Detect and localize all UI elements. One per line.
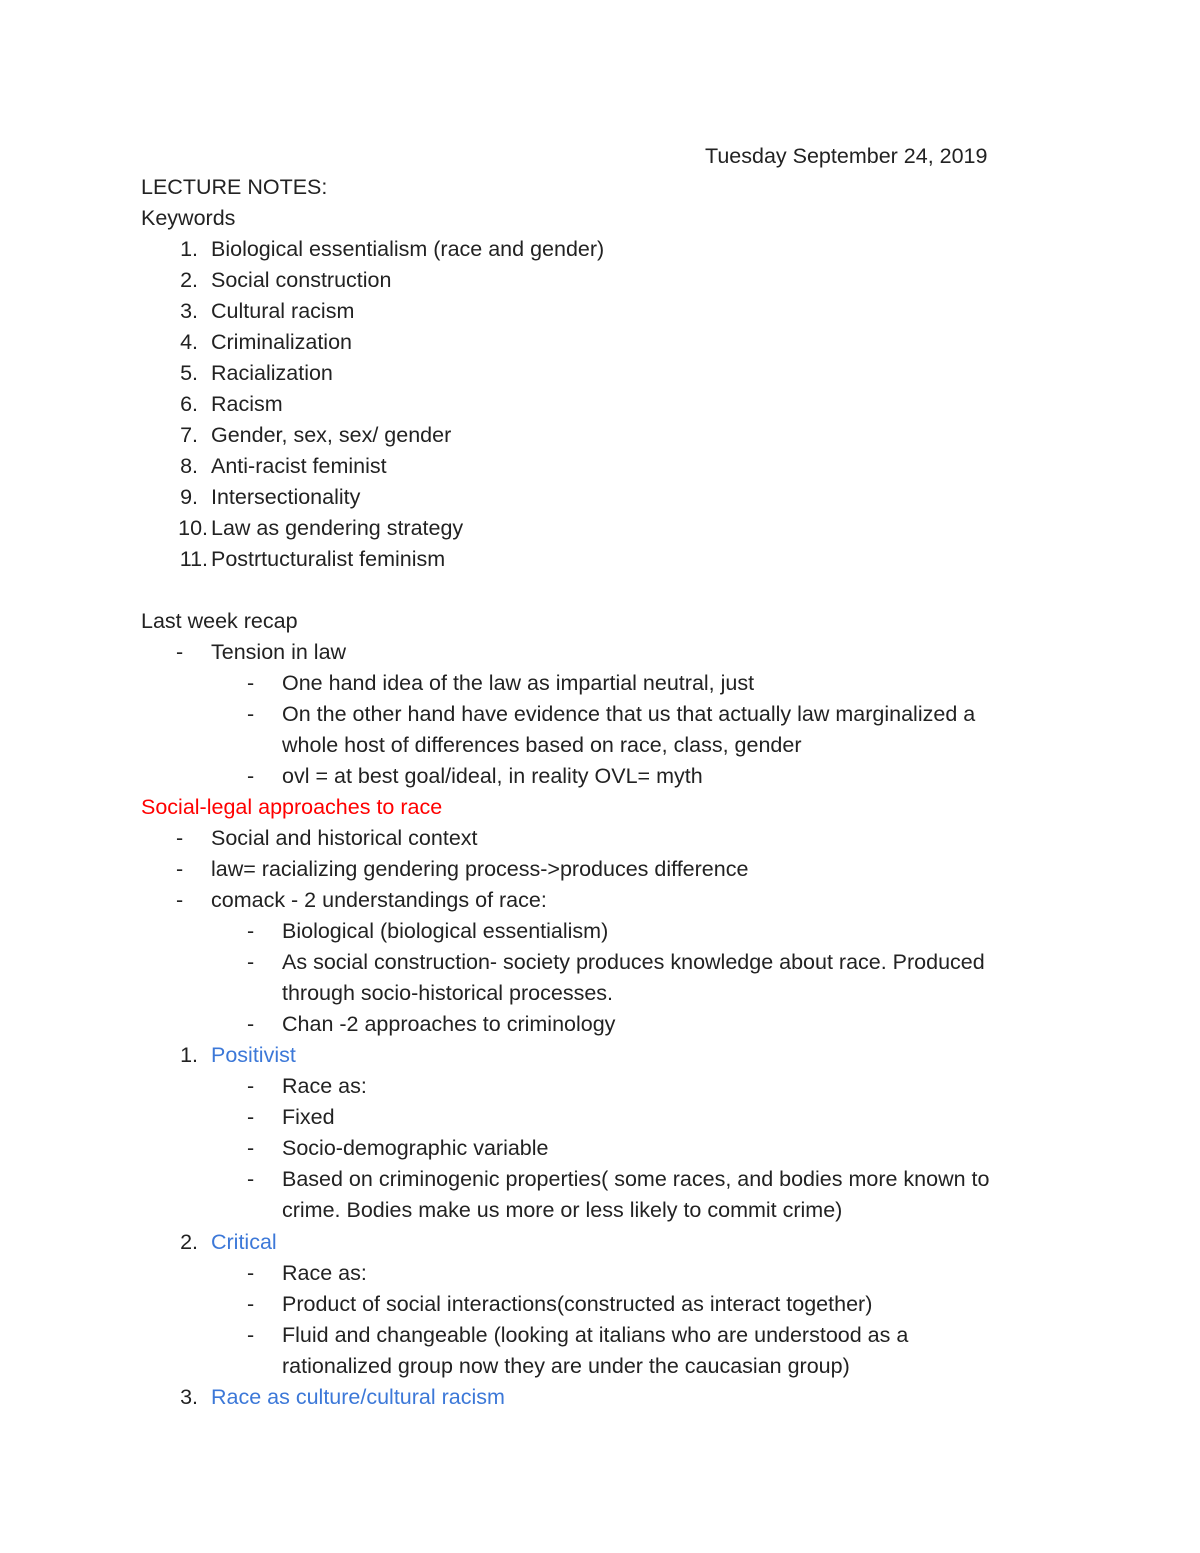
bullet-dash: -	[247, 950, 255, 974]
positivist-subitem: Based on criminogenic properties( some races, and bodies more known to	[282, 1167, 990, 1191]
recap-subitem: One hand idea of the law as impartial neutral, just	[282, 671, 755, 695]
social-subitem: As social construction- society produces knowledge about race. Produced	[282, 950, 985, 974]
positivist-subitem: Fixed	[282, 1105, 335, 1129]
recap-item: Tension in law	[211, 640, 347, 664]
bullet-dash: -	[247, 1167, 255, 1191]
list-number: 1.	[180, 1043, 198, 1067]
recap-subitem: ovl = at best goal/ideal, in reality OVL= myth	[282, 764, 703, 788]
bullet-dash: -	[247, 1074, 255, 1098]
bullet-dash: -	[247, 1323, 255, 1347]
list-number: 4.	[180, 330, 198, 354]
list-number: 5.	[180, 361, 198, 385]
bullet-dash: -	[247, 702, 255, 726]
list-number: 2.	[180, 1230, 198, 1254]
positivist-subitem: Race as:	[282, 1074, 367, 1098]
keyword-item: Postrtucturalist feminism	[211, 547, 446, 571]
recap-heading: Last week recap	[141, 609, 298, 633]
positivist-subitem-continued: crime. Bodies make us more or less likely to commit crime)	[282, 1198, 843, 1222]
keyword-item: Gender, sex, sex/ gender	[211, 423, 452, 447]
keyword-item: Racism	[211, 392, 283, 416]
list-number: 3.	[180, 1385, 198, 1409]
positivist-heading: Positivist	[211, 1043, 296, 1067]
bullet-dash: -	[176, 888, 184, 912]
keyword-item: Racialization	[211, 361, 333, 385]
critical-subitem-continued: rationalized group now they are under the caucasian group)	[282, 1354, 850, 1378]
bullet-dash: -	[247, 1105, 255, 1129]
list-number: 6.	[180, 392, 198, 416]
list-number: 3.	[180, 299, 198, 323]
page-title: LECTURE NOTES:	[141, 175, 328, 199]
critical-subitem: Fluid and changeable (looking at italians who are understood as a	[282, 1323, 909, 1347]
social-legal-heading: Social-legal approaches to race	[141, 795, 443, 819]
keyword-item: Law as gendering strategy	[211, 516, 464, 540]
keyword-item: Cultural racism	[211, 299, 355, 323]
bullet-dash: -	[176, 640, 184, 664]
social-item: comack - 2 understandings of race:	[211, 888, 547, 912]
social-item: law= racializing gendering process->produces difference	[211, 857, 749, 881]
critical-heading: Critical	[211, 1230, 277, 1254]
keyword-item: Criminalization	[211, 330, 352, 354]
bullet-dash: -	[247, 764, 255, 788]
list-number: 1.	[180, 237, 198, 261]
list-number: 10.	[178, 516, 208, 540]
cultural-racism-heading: Race as culture/cultural racism	[211, 1385, 505, 1409]
social-subitem: Chan -2 approaches to criminology	[282, 1012, 616, 1036]
bullet-dash: -	[176, 826, 184, 850]
recap-subitem-continued: whole host of differences based on race, class, gender	[282, 733, 802, 757]
list-number: 2.	[180, 268, 198, 292]
recap-subitem: On the other hand have evidence that us that actually law marginalized a	[282, 702, 976, 726]
bullet-dash: -	[247, 1261, 255, 1285]
list-number: 8.	[180, 454, 198, 478]
lecture-date: Tuesday September 24, 2019	[705, 144, 988, 168]
bullet-dash: -	[247, 671, 255, 695]
list-number: 9.	[180, 485, 198, 509]
social-subitem: Biological (biological essentialism)	[282, 919, 609, 943]
social-subitem-continued: through socio-historical processes.	[282, 981, 614, 1005]
list-number: 11.	[179, 547, 208, 571]
keyword-item: Social construction	[211, 268, 392, 292]
positivist-subitem: Socio-demographic variable	[282, 1136, 549, 1160]
bullet-dash: -	[247, 1136, 255, 1160]
list-number: 7.	[180, 423, 198, 447]
critical-subitem: Product of social interactions(constructed as interact together)	[282, 1292, 873, 1316]
social-item: Social and historical context	[211, 826, 478, 850]
keyword-item: Intersectionality	[211, 485, 361, 509]
keyword-item: Biological essentialism (race and gender)	[211, 237, 605, 261]
bullet-dash: -	[247, 919, 255, 943]
bullet-dash: -	[176, 857, 184, 881]
keyword-item: Anti-racist feminist	[211, 454, 387, 478]
bullet-dash: -	[247, 1012, 255, 1036]
keywords-heading: Keywords	[141, 206, 236, 230]
critical-subitem: Race as:	[282, 1261, 367, 1285]
bullet-dash: -	[247, 1292, 255, 1316]
